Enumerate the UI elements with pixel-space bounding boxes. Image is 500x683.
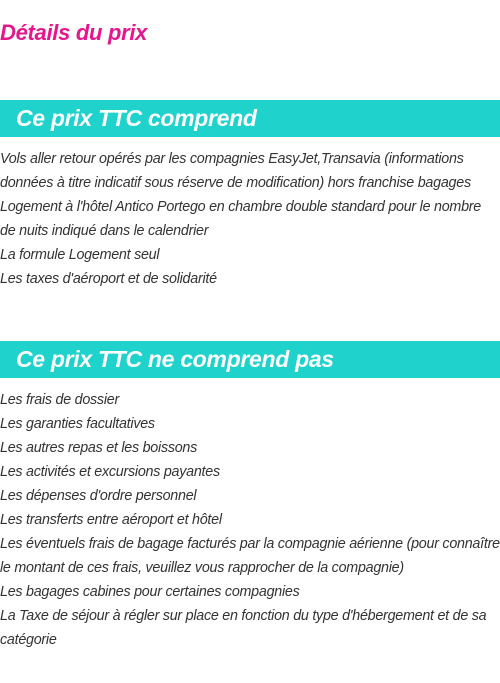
list-item: La Taxe de séjour à régler sur place en fonction du type d'hébergement et de sa catégorie — [0, 608, 487, 648]
list-item: Les éventuels frais de bagage facturés par la compagnie aérienne (pour connaître le montant de ces frais, veuillez vous rapprocher de la compagnie) — [0, 536, 500, 576]
list-item: Les bagages cabines pour certaines compagnies — [0, 584, 300, 600]
list-item: Logement à l'hôtel Antico Portego en chambre double standard pour le nombre de nuits indiqué dans le calendrier — [0, 199, 481, 239]
list-item: Les garanties facultatives — [0, 416, 155, 432]
list-item: Les taxes d'aéroport et de solidarité — [0, 271, 217, 287]
list-item: La formule Logement seul — [0, 247, 160, 263]
list-item: Les activités et excursions payantes — [0, 464, 220, 480]
list-item: Les autres repas et les boissons — [0, 440, 198, 456]
included-list — [0, 147, 500, 291]
included-section-header: Ce prix TTC comprend — [0, 100, 500, 137]
list-item: Les frais de dossier — [0, 392, 119, 408]
page-title: Détails du prix — [0, 20, 148, 45]
excluded-section-header: Ce prix TTC ne comprend pas — [0, 341, 500, 378]
list-item: Les dépenses d'ordre personnel — [0, 488, 197, 504]
excluded-list — [0, 388, 500, 652]
list-item: Les transferts entre aéroport et hôtel — [0, 512, 222, 528]
list-item: Vols aller retour opérés par les compagnies EasyJet,Transavia (informations données à titre indicatif sous réserve de modification) hors franchise bagages — [0, 151, 471, 191]
